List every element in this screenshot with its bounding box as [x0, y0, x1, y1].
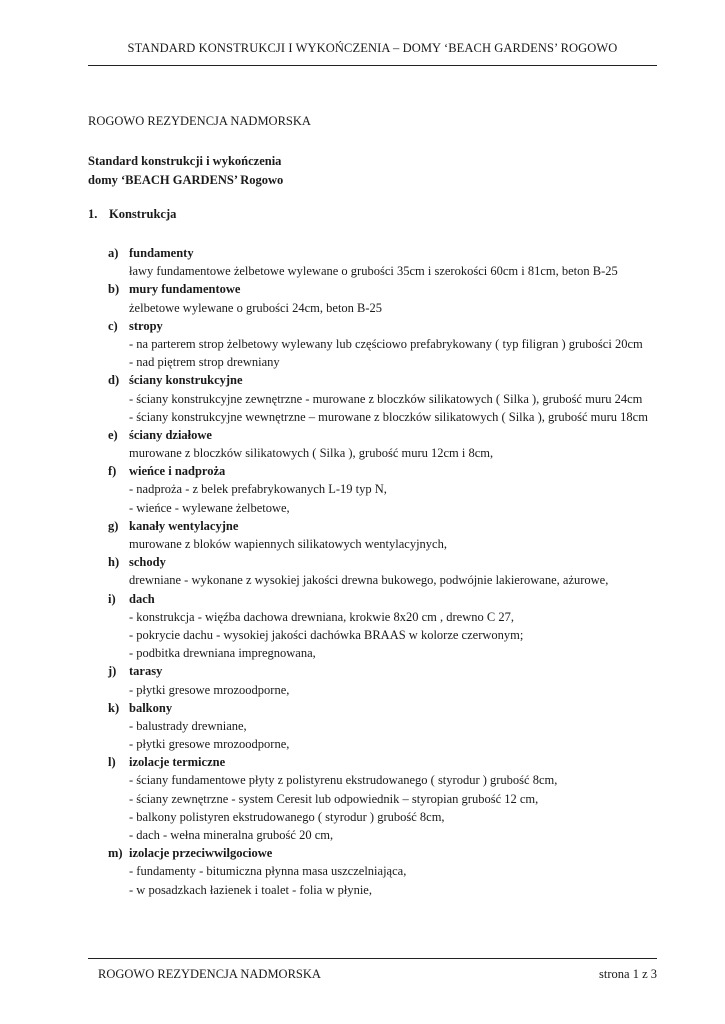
item-heading: [108, 590, 668, 608]
item-description-line: - ściany konstrukcyjne zewnętrzne - murowane z bloczków silikatowych ( Silka ), grubość muru 24cm: [129, 391, 643, 406]
item-description-line: - ściany zewnętrzne - system Ceresit lub odpowiednik – styropian grubość 12 cm,: [129, 791, 539, 806]
item-description-line: murowane z bloczków silikatowych ( Silka ), grubość muru 12cm i 8cm,: [129, 446, 494, 461]
item-description-line: - podbitka drewniana impregnowana,: [129, 646, 316, 661]
item-letter: e): [108, 427, 118, 442]
item-heading: [108, 517, 668, 535]
page-number: strona 1 z 3: [599, 967, 657, 981]
item-description-line: drewniane - wykonane z wysokiej jakości drewna bukowego, podwójnie lakierowane, ażurowe,: [129, 573, 609, 588]
item-title: wieńce i nadproża: [129, 464, 226, 479]
item-heading: [108, 844, 668, 862]
list-item: [108, 280, 668, 316]
item-description-line: - balkony polistyren ekstrudowanego ( styrodur ) grubość 8cm,: [129, 809, 445, 824]
item-description-line: - w posadzkach łazienek i toalet - folia w płynie,: [129, 882, 372, 897]
item-title: dach: [129, 591, 155, 606]
item-title: ściany działowe: [129, 427, 212, 442]
item-description-line: - nad piętrem strop drewniany: [129, 355, 280, 370]
item-letter: a): [108, 246, 119, 260]
item-heading: [108, 553, 668, 571]
item-heading: [108, 753, 668, 771]
item-heading: [108, 317, 668, 335]
item-description-line: - na parterem strop żelbetowy wylewany lub częściowo prefabrykowany ( typ filigran ) grubości 20cm: [129, 336, 643, 351]
list-item: [108, 753, 668, 844]
page-footer: [88, 958, 657, 982]
item-letter: i): [108, 591, 116, 606]
item-description-line: ławy fundamentowe żelbetowe wylewane o grubości 35cm i szerokości 60cm i 81cm, beton B-25: [129, 264, 618, 279]
item-description-line: żelbetowe wylewane o grubości 24cm, beton B-25: [129, 300, 383, 315]
construction-items-list: [108, 244, 668, 899]
section-number: 1.: [88, 207, 98, 221]
list-item: [108, 553, 668, 589]
header-title: STANDARD KONSTRUKCJI I WYKOŃCZENIA – DOMY ‘BEACH GARDENS’ ROGOWO: [127, 41, 618, 55]
item-title: schody: [129, 555, 166, 570]
item-title: ściany konstrukcyjne: [129, 373, 243, 388]
item-letter: l): [108, 755, 116, 770]
list-item: [108, 517, 668, 553]
section-heading: [88, 207, 176, 222]
item-description-line: - ściany konstrukcyjne wewnętrzne – murowane z bloczków silikatowych ( Silka ), grubość muru 18cm: [129, 409, 648, 424]
item-title: kanały wentylacyjne: [129, 518, 239, 533]
item-letter: d): [108, 373, 120, 388]
item-description-line: - nadproża - z belek prefabrykowanych L-19 typ N,: [129, 482, 387, 497]
item-description-line: - pokrycie dachu - wysokiej jakości dachówka BRAAS w kolorze czerwonym;: [129, 627, 524, 642]
item-heading: [108, 371, 668, 389]
item-title: fundamenty: [129, 246, 194, 260]
item-letter: b): [108, 282, 120, 297]
item-description-line: - płytki gresowe mrozoodporne,: [129, 737, 290, 752]
item-heading: [108, 699, 668, 717]
list-item: [108, 426, 668, 462]
list-item: [108, 462, 668, 517]
list-item: [108, 244, 668, 280]
item-title: mury fundamentowe: [129, 282, 241, 297]
item-heading: [108, 244, 668, 262]
item-description-line: - balustrady drewniane,: [129, 718, 247, 733]
item-description-line: - dach - wełna mineralna grubość 20 cm,: [129, 828, 334, 842]
item-title: tarasy: [129, 664, 163, 679]
item-letter: j): [108, 664, 117, 679]
item-description-line: - płytki gresowe mrozoodporne,: [129, 682, 290, 697]
company-name: ROGOWO REZYDENCJA NADMORSKA: [88, 114, 311, 128]
item-letter: h): [108, 555, 120, 570]
item-description-line: murowane z bloków wapiennych silikatowych wentylacyjnych,: [129, 537, 447, 551]
list-item: [108, 844, 668, 899]
item-letter: c): [108, 318, 118, 333]
document-title: [88, 152, 283, 190]
item-heading: [108, 662, 668, 680]
item-heading: [108, 280, 668, 298]
list-item: [108, 317, 668, 372]
item-title: stropy: [129, 318, 163, 333]
item-title: balkony: [129, 700, 173, 715]
list-item: [108, 371, 668, 426]
document-title-line-1: Standard konstrukcji i wykończenia: [88, 154, 282, 168]
item-heading: [108, 426, 668, 444]
item-heading: [108, 462, 668, 480]
item-description-line: - wieńce - wylewane żelbetowe,: [129, 500, 290, 515]
section-title: Konstrukcja: [109, 207, 177, 221]
item-description-line: - konstrukcja - więźba dachowa drewniana, krokwie 8x20 cm , drewno C 27,: [129, 609, 514, 624]
footer-company: ROGOWO REZYDENCJA NADMORSKA: [98, 967, 321, 981]
item-letter: k): [108, 700, 120, 715]
document-title-line-2: domy ‘BEACH GARDENS’ Rogowo: [88, 173, 284, 187]
item-letter: f): [108, 464, 117, 479]
list-item: [108, 699, 668, 754]
item-description-line: - fundamenty - bitumiczna płynna masa uszczelniająca,: [129, 864, 407, 879]
item-letter: m): [108, 846, 123, 861]
item-letter: g): [108, 518, 119, 533]
list-item: [108, 662, 668, 698]
page-header: [88, 41, 657, 66]
list-item: [108, 590, 668, 663]
item-description-line: - ściany fundamentowe płyty z polistyrenu ekstrudowanego ( styrodur ) grubość 8cm,: [129, 773, 558, 788]
item-title: izolacje termiczne: [129, 755, 226, 770]
item-title: izolacje przeciwwilgociowe: [129, 846, 273, 861]
